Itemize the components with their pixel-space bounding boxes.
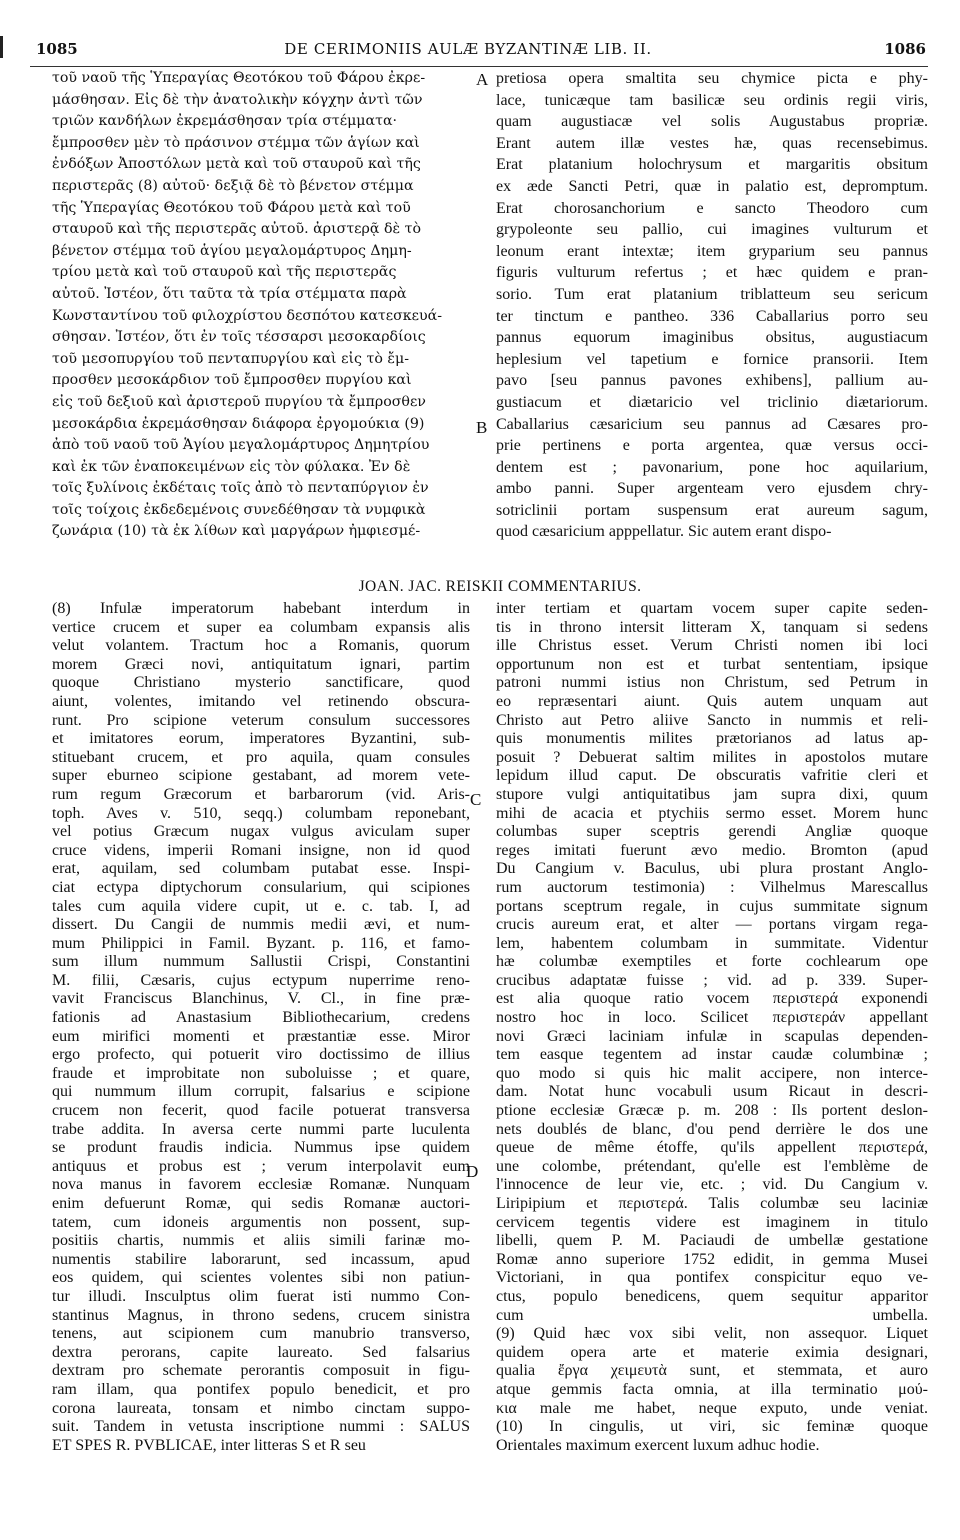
commentary-line: quo modo si quis hic malit accipere, non interce- [496,1064,928,1082]
commentary-line: posuit ? Debuerat saltim milites in apostolos mutare [496,748,928,766]
greek-text-line: τρίου μετὰ καὶ τοῦ σταυροῦ καὶ τῆς περιστερᾶς [52,264,397,281]
margin-marker-c: C [470,790,482,809]
greek-text-line: σταυροῦ καὶ τῆς περιστερᾶς αὐτοῦ. ἀριστερᾷ δὲ τὸ [52,221,422,238]
commentary-line: eo repræsentari aiunt. Quis autem unquam aut [496,692,928,710]
commentary-line: Du Cangium v. Baculus, ubi plura prostant Anglo- [496,860,928,878]
commentary-line: novi Græci laciniam infulæ in scapulas dependen- [496,1027,928,1045]
commentary-line: quis monumentis milites prætorianos ad latus ap- [496,730,928,748]
latin-text-line: Erant autem illæ vestes hæ, quas recensebimus. [496,134,928,152]
page-header [10,38,926,64]
greek-text-line: περιστερᾶς (8) αὐτοῦ· δεξιᾷ δὲ τὸ βένετον στέμμα [52,177,414,194]
commentary-line: atque gemmis facta omnia, at illa terminatio μού- [496,1380,928,1398]
commentary-line: toph. Aves v. 510, seqq.) columbam reponebant, [52,804,470,822]
commentary-right-column [496,600,928,1455]
commentary-line: dextra perorans, capite laureato. Sed falsarius [52,1343,470,1361]
greek-text-line: τοῦ ναοῦ τῆς Ὑπεραγίας Θεοτόκου τοῦ Φάρου ἐκρε- [52,70,426,86]
latin-text-line: lace, tunicæque tam basilicæ seu ordinis regii viris, [496,91,928,109]
commentary-line: patroni nummi istius non Christum, sed Petrum in [496,674,928,692]
commentary-line: numentis stabilire laborarunt, sed incassum, apud [52,1250,470,1268]
commentary-line: erat, aquilam, sed columbam putabat esse. Inspi- [52,860,470,878]
commentary-line: Christo aut Petro aliive Sancto in nummis et reli- [496,711,928,729]
commentary-line: Romæ anno superiore 1752 edidit, in gemma Musei [496,1250,928,1268]
latin-text-line: Erat chorosanchorium e sancto Theodoro cum [496,199,928,217]
commentary-line: antiquus et probus est ; verum interpolavit eum [52,1157,470,1175]
commentary-line: ET SPES R. PVBLICAE, inter litteras S et R seu [52,1436,366,1454]
commentary-line: runt. Pro scipione veterum consulum successores [52,711,470,729]
greek-text-line: ἀπὸ τοῦ ναοῦ τοῦ Ἁγίου μεγαλομάρτυρος Δημητρίου [52,437,430,454]
commentary-line: cervicem tegentis videre est imaginem in titulo [496,1213,928,1231]
commentary-line: velut volantem. Tractum hoc a Romanis, quorum [52,637,470,655]
commentary-line: une colombe, prétendant, qu'elle est l'emblème de [496,1157,928,1175]
commentary-line: morem Græci novi, antiquitatum ignari, partim [52,655,470,673]
commentary-line: crucibus adaptatæ fuisse ; vid. ad p. 339. Super- [496,971,928,989]
commentary-line: rum regum Græcorum et barbarorum (vid. Aris- [52,785,470,803]
commentary-line: columbas super sceptris gerendi Angliæ quoque [496,823,928,841]
commentary-line: κια male me habet, neque exputo, unde veniat. [496,1399,928,1417]
commentary-line: positiis chartis, nummis et aliis simili farinæ mo- [52,1232,470,1250]
commentary-line: tis in throno intersit litteram X, tanquam si sedens [496,618,928,636]
commentary-line: eos quidem, qui scientes volentes sibi non patiun- [52,1269,470,1287]
commentary-line: lepidum illud caput. De obscuratis vafritie cleri et [496,767,928,785]
commentary-line: stantinus Magnus, in throno sedens, crucem sinistra [52,1306,470,1324]
latin-text-line: sotriclinii portam suspensum erat aureum sagum, [496,501,928,519]
latin-text-line: grypoleonte seu pallio, cui imagines vulturum et [496,221,928,239]
margin-marker-d: D [466,1162,479,1181]
commentary-line: Liripipium et περιστερά. Talis columbæ seu laciniæ [496,1195,928,1212]
commentary-line: ctus, populo benedicens, quem sequitur apparitor [496,1287,928,1305]
latin-text-line: pavo [seu pannus pavones exhibens], pallium au- [496,372,928,390]
latin-text-line: prie pertinens e porta argentea, quæ versus occi- [496,437,928,455]
commentary-line: fraude et improbitate non suboluisse ; et quare, [52,1064,470,1082]
commentary-line: ptione ecclesiæ Græcæ p. m. 208 : Ils portent deslon- [496,1102,928,1120]
greek-text-line: σθησαν. Ἰστέον, ὅτι ἐν τοῖς τέσσαρσι μεσοκαρδίοις [52,329,426,346]
commentary-line: nostro hoc in loco. Scilicet περιστεράν appellant [496,1009,928,1027]
commentary-line: se produnt fraudis indicia. Nummus ipse quidem [52,1139,470,1157]
greek-text-line: τῆς Ὑπεραγίας Θεοτόκου τοῦ Φάρου μετὰ καὶ τοῦ [52,199,411,216]
commentary-line: qui nummum illum corrupit, falsarius e scipione [52,1083,470,1101]
commentary-line: vavit Franciscus Blanchinus, V. Cl., in fine præ- [52,990,470,1008]
page-number-right: 1086 [884,40,926,58]
commentary-line: ergo profecto, qui potuerit viro doctissimo de illius [52,1046,470,1064]
commentary-line: ciat ectypa diptychorum consularium, qui scipiones [52,878,470,896]
commentary-line: aiunt, volentes, imitando vel retinendo obscura- [52,692,470,710]
commentary-line: stituebant crucem, et pro aquila, quam consules [52,748,470,766]
commentary-line: cruce videns, imperii Romani insigne, non id quod [52,841,470,859]
commentary-line: suit. Tandem in vetusta inscriptione nummi : SALUS [52,1418,470,1436]
commentary-line: ille Christus esset. Verum Christi nomen ibi loci [496,637,928,655]
commentary-line: nets doublés de blanc, d'ou pend derrière le dos une [496,1120,928,1138]
commentary-line: et imitatores eorum, imperatores Byzantini, sub- [52,730,470,748]
commentary-line: tenens, aut scipionem cum manubrio transverso, [52,1325,470,1343]
greek-text-line: τριῶν κανδήλων ἐκρεμάσθησαν τρία στέμματα· [52,113,398,130]
latin-text-line: Erat platanium holochrysum et margaritis obsitum [496,156,928,174]
page-number-left: 1085 [36,40,78,58]
commentary-line: dissert. Du Cangii de nummis medii ævi, et num- [52,916,470,934]
latin-text-line: pannus equorum imaginibus obsitus, augustiacum [496,329,928,347]
greek-text-line: τοῖς ξυλίνοις ἐκδέταις τοῖς ἀπὸ τὸ πενταπύργιον ἐν [52,480,429,497]
greek-text-line: μεσοκάρδια ἐκρεμάσθησαν διάφορα ἐργομούκια (9) [52,415,425,432]
commentary-line: tatem, cum idoneis argumentis non possent, sup- [52,1213,470,1231]
commentary-line: l'innocence de leur vie, etc. ; vid. Du Cangium v. [496,1176,928,1194]
commentary-line: rum auctorum testimonia) : Vilhelmus Marescallus [496,878,928,896]
commentary-line: nova manus in favorem ecclesiæ Romanæ. Nunquam [52,1176,470,1194]
commentary-line: stupore vulgi antiquitatibus jam supra dixi, quum [496,785,928,803]
commentary-line: cum umbella. [496,1306,928,1324]
greek-text-line: τοῦ μεσοπυργίου τοῦ πενταπυργίου καὶ εἰς τὸ ἔμ- [52,350,410,367]
commentary-line: portans sceptrum regale, in cujus summitate signum [496,897,928,915]
latin-text-line: leonum erant intextæ; item gryparium seu pannus [496,242,928,260]
commentary-line: sum illum nummum Sallustii Crispi, Constantini [52,953,470,971]
commentary-left-column [52,600,470,1455]
commentary-line: mihi de acacia et ptychiis sermo esset. Morem hunc [496,804,928,822]
greek-text-line: ζωνάρια (10) τὰ ἐκ λίθων καὶ μαργάρων ἠμφιεσμέ- [52,523,421,540]
commentary-line: fationis ad Anastasium Bibliothecarium, credens [52,1009,470,1027]
greek-text-line: ἐνδόξων Ἀποστόλων μετὰ καὶ τοῦ σταυροῦ καὶ τῆς [52,156,421,173]
greek-text-line: προσθεν μεσοκάρδιον τοῦ ἔμπροσθεν πυργίου καὶ [52,372,412,389]
commentary-line: lem, habentem columbam in summitate. Videntur [496,934,928,952]
latin-text-line: ex æde Sancti Petri, quæ in palatio est, depromptum. [496,177,928,195]
commentary-line: qualia ἔργα χειμευτὰ sunt, et stemmata, et auro [496,1362,928,1380]
commentary-line: ram illam, qua pontifex populo benedicit, et pro [52,1380,470,1398]
latin-text-line: pretiosa opera smaltita seu chymice picta e phy- [496,70,928,87]
commentary-line: est alia quoque ratio vocem περιστερά exponendi [496,990,928,1008]
commentary-line: enim defuerunt Romæ, qui sedis Romanæ auctori- [52,1195,470,1212]
greek-text-column [52,68,472,543]
commentary-line: crucem non fecerit, quod facile potuerat transversa [52,1102,470,1120]
commentary-line: vertice crucem et super ea columbam expansis alis [52,618,470,636]
commentary-line: trabe addita. In aversa certe nummi parte luculenta [52,1120,470,1138]
margin-marker-b: B [476,418,488,437]
margin-marker-a: A [476,70,489,89]
commentary-line: quidem opera arte et materie eximia designari, [496,1343,928,1361]
commentary-line: hæ columbæ exemptiles et forte cochlearum ope [496,953,928,971]
commentary-line: corona laureata, tonsam et nimbo cinctam suppo- [52,1399,470,1417]
latin-text-line: ambo panni. Super argenteam vero ejusdem chry- [496,480,928,498]
commentary-line: reges imitati fuerunt ævo medio. Bromton (apud [496,841,928,859]
commentary-line: mum Philippici in Famil. Byzant. p. 116, et famo- [52,934,470,952]
commentary-line: tem easque tegentem ad instar caudæ columbinæ ; [496,1046,928,1064]
commentary-line: Victoriani, in qua pontifex conspicitur equo ve- [496,1269,928,1287]
commentary-line: (8) Infulæ imperatorum habebant interdum in [52,600,470,617]
commentary-line: M. filii, Cæsaris, cujus ectypum nuperrime reno- [52,971,470,989]
running-title: DE CERIMONIIS AULÆ BYZANTINÆ LIB. II. [284,40,652,58]
greek-text-line: Κωνσταντίνου τοῦ φιλοχρίστου δεσπότου κατεσκευά- [52,307,443,324]
commentary-line: super eburneo scipione gestabant, ad morem vete- [52,767,470,785]
greek-text-line: ἔμπροσθεν μὲν τὸ πράσινον στέμμα τῶν ἁγίων καὶ [52,134,420,151]
greek-text-line: τοῖς τοίχοις ἐκδεδεμένοις συνεδέθησαν τὰ νυμφικὰ [52,501,426,518]
commentary-line: (9) Quid hæc vox sibi velit, non assequor. Liquet [496,1325,928,1343]
latin-text-line: heplesium vel tapetium e fornice pransorii. Item [496,350,928,368]
latin-text-line: Caballarius cæsaricium seu pannus ad Cæsares pro- [496,415,928,433]
latin-text-line: quam augustiacæ vel solis Augustabus propriæ. [496,113,928,131]
commentary-line: dextram pro schemate perorantis composuit in figu- [52,1362,470,1380]
commentary-line: Orientales maximum exercent luxum adhuc hodie. [496,1436,820,1454]
binding-mark [0,36,3,58]
commentary-line: libelli, quem P. M. Paciaudi de umbellæ gestatione [496,1232,928,1250]
latin-text-line: figuris vulturum refertus ; et hæc quidem e pran- [496,264,928,282]
latin-text-line: gustiacum et diætaricio vel triclinio diætariorum. [496,393,928,411]
commentary-line: queue de même étoffe, qu'ils appellent περιστερά, [496,1139,928,1157]
commentary-line: quoque Christiano mysterio sanctificare, quod [52,674,470,692]
commentary-line: dam. Notat hunc vocabuli usum Ricaut in descri- [496,1083,928,1101]
commentary-line: crucis aureum erat, et alter — portans virgam rega- [496,916,928,934]
latin-text-line: dentem est ; pavonarium, pone hoc aquilarium, [496,458,928,476]
latin-text-line: sorio. Tum erat platanium triblatteum seu sericum [496,285,928,303]
greek-text-line: βένετον στέμμα τοῦ ἁγίου μεγαλομάρτυρος Δημη- [52,242,412,259]
commentary-line: opportunum non est et turbat sententiam, ipsique [496,655,928,673]
latin-text-line: ter tinctum e pantheo. 336 Caballarius porro seu [496,307,928,325]
greek-text-line: εἰς τοῦ δεξιοῦ καὶ ἀριστεροῦ πυργίου τὰ ἔμπροσθεν [52,393,426,410]
commentary-line: (10) In cingulis, ut viri, sic feminæ quoque [496,1418,928,1436]
latin-text-line: quod cæsaricium apppellatur. Sic autem erant dispo- [496,523,832,541]
latin-translation-column [496,68,928,543]
commentary-line: tales cum aquila videre cupit, ut e. c. tab. I, ad [52,897,470,915]
commentary-line: tur illudi. Insculptus olim fuerat isti nummo Con- [52,1287,470,1305]
greek-text-line: καὶ ἐκ τῶν ἐναποκειμένων εἰς τὸν φύλακα. Ἐν δὲ [52,458,411,475]
commentary-line: eum mirifici momenti et præstantiæ esse. Miror [52,1027,470,1045]
commentary-line: inter tertiam et quartam vocem super capite seden- [496,600,928,617]
commentary-line: vel potius Græcum nugax vulgus aviculam super [52,823,470,841]
greek-text-line: αὐτοῦ. Ἰστέον, ὅτι ταῦτα τὰ τρία στέμματα παρὰ [52,285,407,302]
greek-text-line: μάσθησαν. Εἰς δὲ τὴν ἀνατολικὴν κόγχην ἀντὶ τῶν [52,91,423,108]
header-rule [30,66,928,67]
commentary-heading: JOAN. JAC. REISKII COMMENTARIUS. [358,578,642,595]
